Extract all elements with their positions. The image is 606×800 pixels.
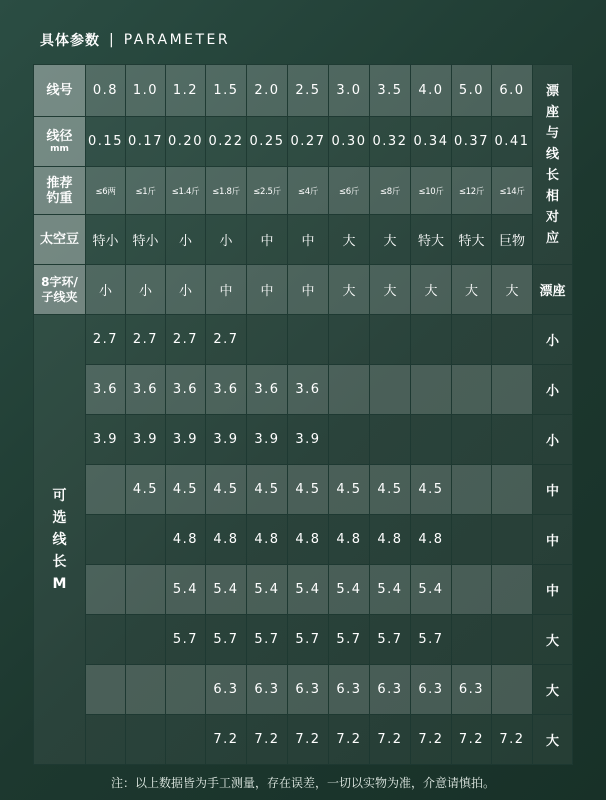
length-cell: 2.7 (166, 315, 206, 365)
row-weight-cell: ≤10斤 (411, 167, 452, 215)
row-length (34, 315, 573, 365)
length-cell: 5.7 (206, 615, 247, 665)
row-bean-cell: 中 (247, 215, 288, 265)
side-header-char: 对 (545, 209, 559, 225)
length-cell (86, 715, 126, 765)
parameter-table (33, 64, 573, 765)
row-bean-cell: 小 (206, 215, 247, 265)
label-length-char: 长 (52, 553, 67, 570)
length-cell: 3.6 (288, 365, 329, 415)
length-cell (126, 565, 166, 615)
length-cell: 7.2 (288, 715, 329, 765)
row-ring-cell: 小 (126, 265, 166, 315)
length-cell: 4.8 (206, 515, 247, 565)
footnote: 注：以上数据皆为手工测量，存在误差，一切以实物为准，介意请慎拍。 (110, 776, 495, 790)
seat-size-cell: 小 (533, 315, 573, 365)
length-cell: 5.4 (247, 565, 288, 615)
length-cell: 2.7 (126, 315, 166, 365)
row-diameter-cell: 0.20 (166, 117, 206, 167)
length-cell: 6.3 (411, 665, 452, 715)
row-diameter-cell: 0.41 (492, 117, 533, 167)
row-weight-cell: ≤8斤 (370, 167, 411, 215)
length-cell (411, 365, 452, 415)
side-header-char: 漂 (545, 83, 559, 99)
length-cell (86, 515, 126, 565)
length-cell: 3.9 (247, 415, 288, 465)
length-cell: 6.3 (370, 665, 411, 715)
length-cell (288, 315, 329, 365)
row-line-no-cell: 6.0 (492, 65, 533, 117)
label-length (34, 315, 86, 765)
length-cell (452, 415, 492, 465)
length-cell (452, 365, 492, 415)
seat-size-cell: 中 (533, 565, 573, 615)
row-line-no-cell: 2.5 (288, 65, 329, 117)
length-cell: 5.7 (329, 615, 370, 665)
length-cell: 5.4 (411, 565, 452, 615)
row-bean-cell: 特大 (452, 215, 492, 265)
length-cell (411, 315, 452, 365)
length-cell: 5.7 (288, 615, 329, 665)
length-cell: 6.3 (329, 665, 370, 715)
length-cell: 3.6 (166, 365, 206, 415)
length-cell (452, 615, 492, 665)
label-ring: 8字环/子线夹 (34, 265, 86, 315)
side-header-char: 线 (545, 146, 559, 162)
row-length (34, 665, 573, 715)
length-cell (86, 565, 126, 615)
length-cell (166, 665, 206, 715)
seat-size-cell: 大 (533, 615, 573, 665)
row-weight-cell: ≤6两 (86, 167, 126, 215)
length-cell: 2.7 (206, 315, 247, 365)
seat-size-cell: 中 (533, 465, 573, 515)
length-cell: 5.4 (329, 565, 370, 615)
length-cell: 3.9 (288, 415, 329, 465)
length-cell: 5.7 (411, 615, 452, 665)
row-bean-cell: 特小 (126, 215, 166, 265)
length-cell: 4.5 (126, 465, 166, 515)
length-cell: 5.4 (370, 565, 411, 615)
row-diameter-cell: 0.27 (288, 117, 329, 167)
row-weight-cell: ≤1.8斤 (206, 167, 247, 215)
row-length (34, 565, 573, 615)
title-en: PARAMETER (123, 32, 231, 48)
row-length (34, 415, 573, 465)
row-bean-cell: 中 (288, 215, 329, 265)
length-cell: 5.7 (166, 615, 206, 665)
side-header-char: 应 (545, 230, 559, 246)
row-weight-cell: ≤12斤 (452, 167, 492, 215)
side-header-char: 长 (545, 167, 559, 183)
length-cell: 5.7 (247, 615, 288, 665)
length-cell (411, 415, 452, 465)
length-cell (86, 665, 126, 715)
seat-size-cell: 大 (533, 715, 573, 765)
length-cell: 4.8 (288, 515, 329, 565)
row-bean-cell: 巨物 (492, 215, 533, 265)
row-line-no-cell: 3.0 (329, 65, 370, 117)
side-ring: 漂座 (533, 265, 573, 315)
label-diameter (34, 117, 86, 167)
row-diameter-cell: 0.17 (126, 117, 166, 167)
length-cell: 4.5 (370, 465, 411, 515)
length-cell: 5.4 (288, 565, 329, 615)
length-cell (126, 715, 166, 765)
length-cell (452, 565, 492, 615)
row-diameter-cell: 0.25 (247, 117, 288, 167)
length-cell: 6.3 (247, 665, 288, 715)
row-ring-cell: 大 (329, 265, 370, 315)
title-separator: | (109, 32, 115, 48)
row-ring-cell: 中 (288, 265, 329, 315)
length-cell (370, 315, 411, 365)
length-cell (329, 415, 370, 465)
row-ring (34, 265, 573, 315)
seat-size-cell: 小 (533, 365, 573, 415)
length-cell: 2.7 (86, 315, 126, 365)
row-ring-cell: 大 (370, 265, 411, 315)
length-cell: 5.4 (166, 565, 206, 615)
row-weight-cell: ≤1.4斤 (166, 167, 206, 215)
row-diameter-cell: 0.22 (206, 117, 247, 167)
length-cell (86, 465, 126, 515)
label-bean: 太空豆 (34, 215, 86, 265)
length-cell: 4.8 (411, 515, 452, 565)
length-cell (492, 465, 533, 515)
length-cell: 7.2 (370, 715, 411, 765)
label-line-no: 线号 (34, 65, 86, 117)
label-length-char: M (52, 575, 67, 592)
seat-size-cell: 中 (533, 515, 573, 565)
label-length-char: 可 (52, 487, 67, 504)
length-cell (452, 515, 492, 565)
row-length (34, 715, 573, 765)
row-weight-cell: ≤14斤 (492, 167, 533, 215)
row-line-no-cell: 5.0 (452, 65, 492, 117)
seat-size-cell: 小 (533, 415, 573, 465)
length-cell (492, 665, 533, 715)
seat-size-cell: 大 (533, 665, 573, 715)
row-line-no-cell: 0.8 (86, 65, 126, 117)
length-cell (370, 365, 411, 415)
row-line-no-cell: 2.0 (247, 65, 288, 117)
length-cell (452, 315, 492, 365)
row-diameter-cell: 0.32 (370, 117, 411, 167)
length-cell: 4.5 (206, 465, 247, 515)
length-cell: 4.5 (411, 465, 452, 515)
row-ring-cell: 小 (86, 265, 126, 315)
side-header (533, 65, 573, 265)
row-line-no-cell: 3.5 (370, 65, 411, 117)
row-length (34, 365, 573, 415)
row-weight (34, 167, 573, 215)
row-line-no-cell: 1.5 (206, 65, 247, 117)
row-ring-cell: 大 (411, 265, 452, 315)
length-cell: 7.2 (329, 715, 370, 765)
row-diameter-cell: 0.30 (329, 117, 370, 167)
row-length (34, 615, 573, 665)
length-cell: 6.3 (452, 665, 492, 715)
side-header-char: 与 (545, 125, 559, 141)
length-cell (452, 465, 492, 515)
length-cell: 3.6 (86, 365, 126, 415)
length-cell: 7.2 (411, 715, 452, 765)
side-header-char: 相 (545, 188, 559, 204)
row-bean-cell: 大 (370, 215, 411, 265)
row-ring-cell: 中 (206, 265, 247, 315)
length-cell (86, 615, 126, 665)
row-ring-cell: 大 (492, 265, 533, 315)
length-cell: 3.6 (206, 365, 247, 415)
length-cell: 7.2 (492, 715, 533, 765)
row-bean-cell: 特大 (411, 215, 452, 265)
length-cell: 6.3 (288, 665, 329, 715)
length-cell: 3.9 (86, 415, 126, 465)
row-bean (34, 215, 573, 265)
length-cell (492, 615, 533, 665)
length-cell (329, 315, 370, 365)
row-weight-cell: ≤6斤 (329, 167, 370, 215)
length-cell (329, 365, 370, 415)
row-ring-cell: 大 (452, 265, 492, 315)
length-cell: 7.2 (206, 715, 247, 765)
length-cell (126, 665, 166, 715)
length-cell: 4.8 (370, 515, 411, 565)
length-cell: 3.6 (247, 365, 288, 415)
length-cell: 4.8 (247, 515, 288, 565)
length-cell (126, 515, 166, 565)
length-cell: 4.5 (247, 465, 288, 515)
length-cell (492, 565, 533, 615)
row-bean-cell: 特小 (86, 215, 126, 265)
label-length-char: 线 (52, 531, 67, 548)
length-cell: 3.6 (126, 365, 166, 415)
length-cell (492, 515, 533, 565)
length-cell: 7.2 (452, 715, 492, 765)
length-cell (370, 415, 411, 465)
row-diameter-cell: 0.37 (452, 117, 492, 167)
row-diameter (34, 117, 573, 167)
length-cell: 7.2 (247, 715, 288, 765)
label-diameter-unit: mm (50, 144, 69, 154)
row-line-no-cell: 4.0 (411, 65, 452, 117)
length-cell: 4.5 (166, 465, 206, 515)
side-header-char: 座 (545, 104, 559, 120)
page-header (40, 28, 230, 52)
row-line-no-cell: 1.0 (126, 65, 166, 117)
length-cell (492, 315, 533, 365)
row-weight-cell: ≤2.5斤 (247, 167, 288, 215)
row-ring-cell: 中 (247, 265, 288, 315)
length-cell: 3.9 (166, 415, 206, 465)
row-diameter-cell: 0.15 (86, 117, 126, 167)
row-weight-cell: ≤1斤 (126, 167, 166, 215)
title-cn: 具体参数 (40, 33, 100, 49)
row-bean-cell: 大 (329, 215, 370, 265)
label-diameter-text: 线径 (46, 129, 73, 144)
length-cell: 4.8 (166, 515, 206, 565)
row-ring-cell: 小 (166, 265, 206, 315)
length-cell (126, 615, 166, 665)
row-diameter-cell: 0.34 (411, 117, 452, 167)
length-cell: 5.7 (370, 615, 411, 665)
row-line-no (34, 65, 573, 117)
length-cell: 3.9 (126, 415, 166, 465)
length-cell: 4.5 (288, 465, 329, 515)
row-length (34, 465, 573, 515)
length-cell (247, 315, 288, 365)
row-bean-cell: 小 (166, 215, 206, 265)
row-weight-cell: ≤4斤 (288, 167, 329, 215)
length-cell: 4.5 (329, 465, 370, 515)
length-cell (492, 365, 533, 415)
length-cell: 4.8 (329, 515, 370, 565)
length-cell: 6.3 (206, 665, 247, 715)
row-length (34, 515, 573, 565)
row-line-no-cell: 1.2 (166, 65, 206, 117)
length-cell (492, 415, 533, 465)
label-length-char: 选 (52, 509, 67, 526)
length-cell: 5.4 (206, 565, 247, 615)
length-cell (166, 715, 206, 765)
length-cell: 3.9 (206, 415, 247, 465)
label-weight: 推荐钓重 (34, 167, 86, 215)
